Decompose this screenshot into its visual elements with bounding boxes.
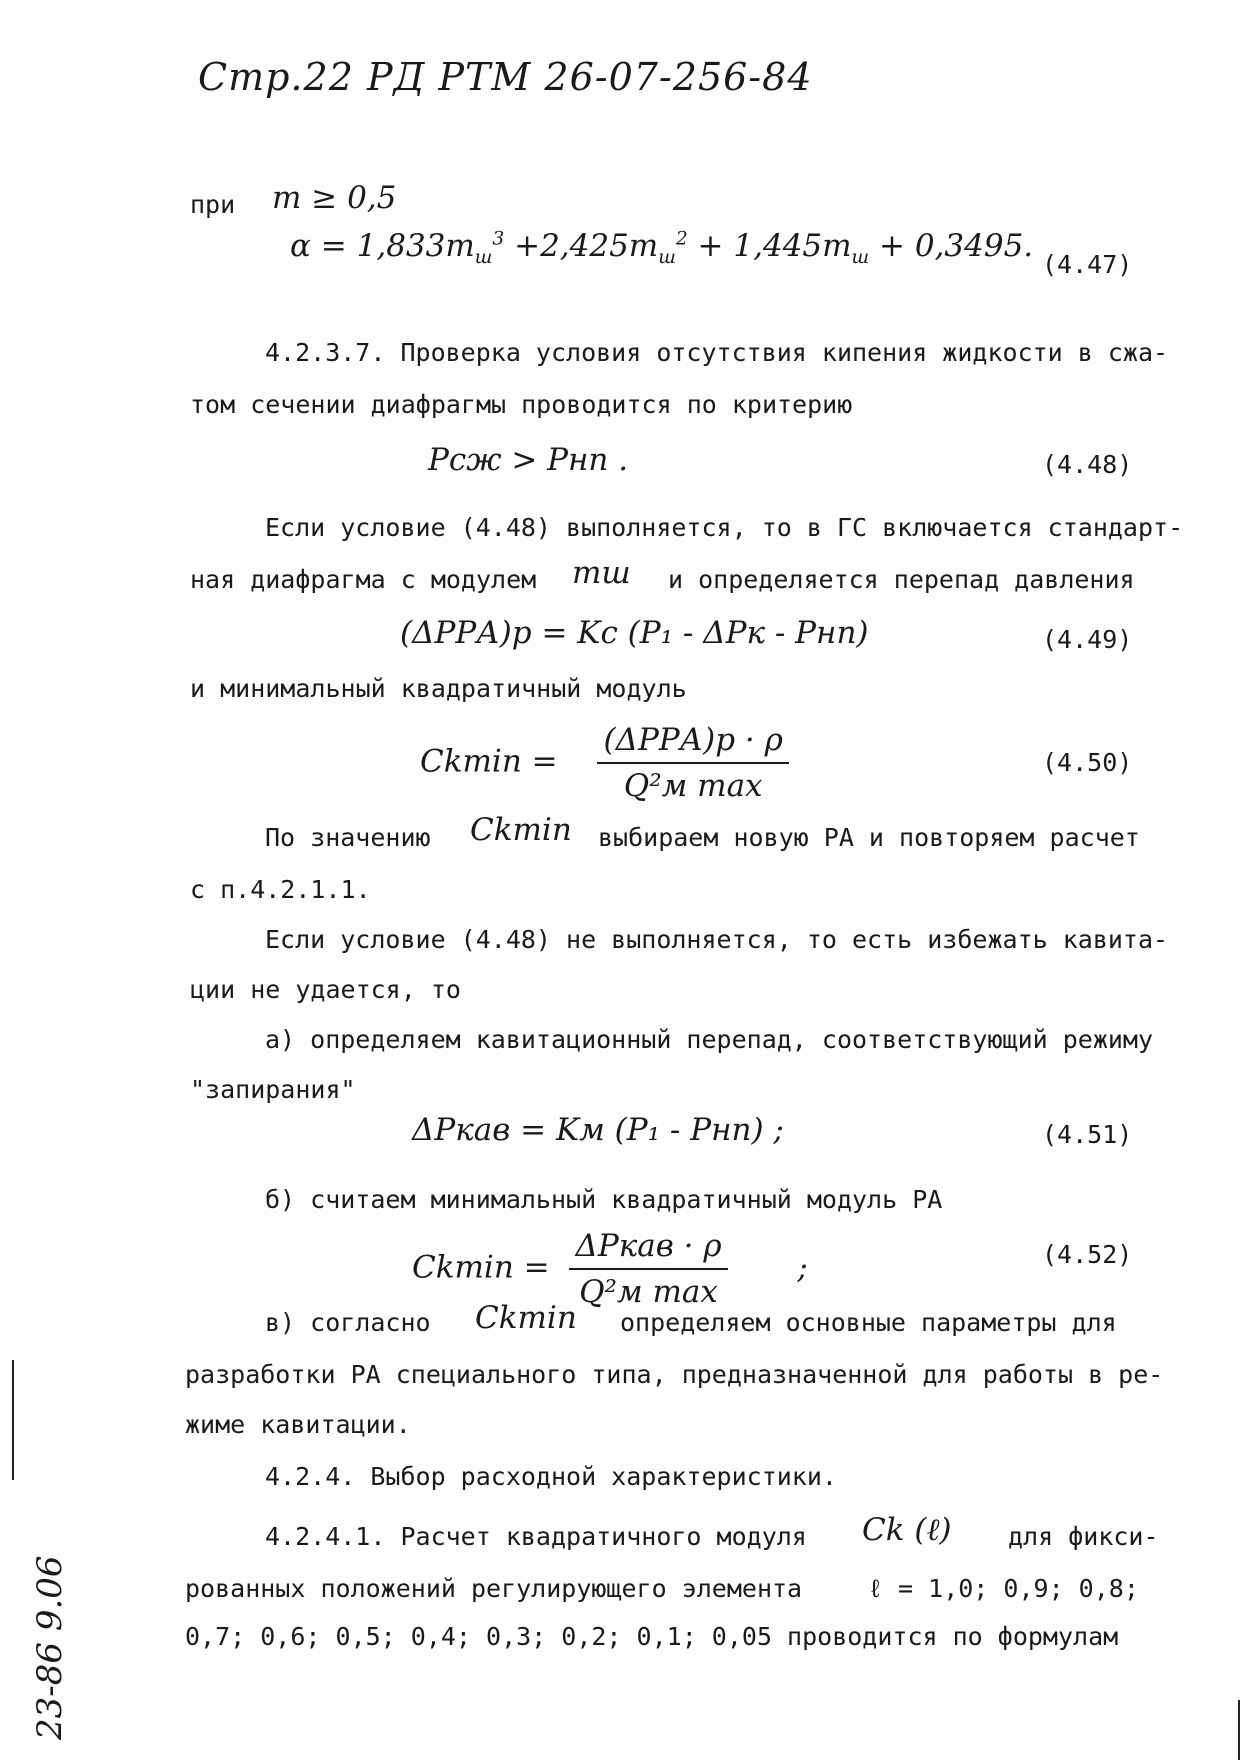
paragraph-if-false-line-2: ции не удается, то xyxy=(190,975,461,1004)
condition-prefix: при xyxy=(190,190,236,219)
formula-4-49: (ΔPРА)р = Kс (P₁ - ΔPк - Pнп) xyxy=(400,615,869,651)
item-v-line-3: жиме кавитации. xyxy=(185,1410,411,1439)
equation-number-4-48: (4.48) xyxy=(1042,450,1133,479)
paragraph-by-value-a: По значению xyxy=(265,823,431,852)
paragraph-4-2-3-7-line-1: 4.2.3.7. Проверка условия отсутствия кипения жидкости в сжа- xyxy=(265,338,1169,367)
ckmin-symbol: Ckmin xyxy=(470,812,572,848)
paragraph-min-modulus: и минимальный квадратичный модуль xyxy=(190,674,687,703)
condition-math: m ≥ 0,5 xyxy=(272,180,397,216)
equation-number-4-49: (4.49) xyxy=(1042,625,1133,654)
paragraph-4-2-4-1-line-3: 0,7; 0,6; 0,5; 0,4; 0,3; 0,2; 0,1; 0,05 проводится по формулам xyxy=(185,1622,1119,1651)
paragraph-4-2-4-1-line-2-values: ℓ = 1,0; 0,9; 0,8; xyxy=(868,1574,1139,1603)
equation-number-4-52: (4.52) xyxy=(1042,1240,1133,1269)
paragraph-4-2-4-1-a: 4.2.4.1. Расчет квадратичного модуля xyxy=(265,1522,807,1551)
paragraph-by-value-b: выбираем новую РА и повторяем расчет xyxy=(598,823,1140,852)
item-v-line-2: разработки РА специального типа, предназначенной для работы в ре- xyxy=(185,1360,1164,1389)
item-b: б) считаем минимальный квадратичный модуль РА xyxy=(265,1185,943,1214)
equation-number-4-51: (4.51) xyxy=(1042,1120,1133,1149)
paragraph-if-false-line-1: Если условие (4.48) не выполняется, то есть избежать кавита- xyxy=(265,925,1169,954)
ck-function-symbol: Ck (ℓ) xyxy=(862,1512,952,1548)
modulus-symbol: mш xyxy=(572,555,631,591)
ckmin-symbol-2: Ckmin xyxy=(475,1300,577,1336)
margin-rule-right xyxy=(1238,1700,1240,1760)
item-v-a: в) согласно xyxy=(265,1308,431,1337)
section-4-2-4-heading: 4.2.4. Выбор расходной характеристики. xyxy=(265,1462,837,1491)
equation-number-4-50: (4.50) xyxy=(1042,748,1133,777)
formula-4-48: Pсж > Pнп . xyxy=(428,442,629,478)
paragraph-if-true-line-2a: ная диафрагма с модулем xyxy=(190,565,537,594)
formula-4-51: ΔPкав = Kм (P₁ - Pнп) ; xyxy=(412,1112,784,1148)
margin-rule xyxy=(12,1360,14,1480)
formula-4-50: Ckmin = $\frac{\text{(ΔPРА)р · ρ}}{\text{Q²м max}}$ xyxy=(420,722,789,804)
formula-4-52: Ckmin = $\frac{\text{ΔPкав · ρ}}{\text{Q²м max}}$ ; xyxy=(412,1228,808,1310)
paragraph-if-true-line-2b: и определяется перепад давления xyxy=(668,565,1135,594)
formula-4-47: $\alpha = 1,833m_ш^3 +2,425m_ш^2 + 1,445m_ш + 0,3495$. xyxy=(290,228,1034,269)
paragraph-4-2-3-7-line-2: том сечении диафрагмы проводится по критерию xyxy=(190,390,853,419)
paragraph-4-2-4-1-b: для фикси- xyxy=(1008,1522,1159,1551)
paragraph-if-true-line-1: Если условие (4.48) выполняется, то в ГС включается стандарт- xyxy=(265,513,1184,542)
item-a-line-1: а) определяем кавитационный перепад, соответствующий режиму xyxy=(265,1025,1154,1054)
item-v-b: определяем основные параметры для xyxy=(620,1308,1117,1337)
paragraph-by-value-line-2: с п.4.2.1.1. xyxy=(190,875,371,904)
item-a-line-2: "запирания" xyxy=(190,1075,356,1104)
fraction-4-50: $\frac{\text{(ΔPРА)р · ρ}}{\text{Q²м max}}$ xyxy=(597,722,788,804)
fraction-4-52: $\frac{\text{ΔPкав · ρ}}{\text{Q²м max}}$ xyxy=(569,1228,727,1310)
paragraph-4-2-4-1-line-2a: рованных положений регулирующего элемента xyxy=(185,1574,803,1603)
margin-handwritten-note: 23-86 9.06 xyxy=(30,1555,70,1740)
equation-number-4-47: (4.47) xyxy=(1042,250,1133,279)
page-header: Стр.22 РД РТМ 26-07-256-84 xyxy=(198,55,813,99)
